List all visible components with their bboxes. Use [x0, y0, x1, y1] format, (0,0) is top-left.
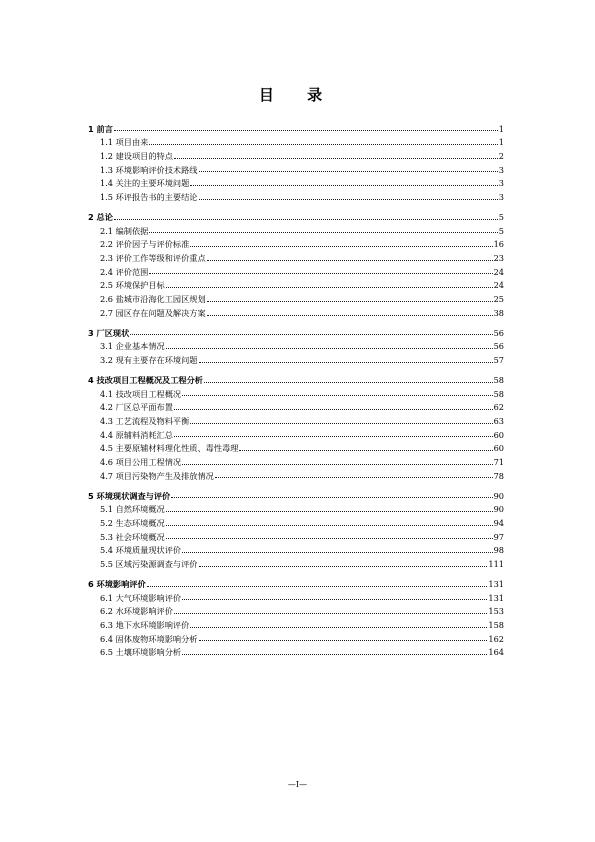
toc-entry-label: 5.3 社会环境概况	[100, 531, 165, 542]
toc-entry-label: 1.5 环评报告书的主要结论	[100, 192, 198, 203]
toc-entry-page-number: 5	[498, 225, 504, 236]
toc-entry-label: 6.2 水环境影响评价	[100, 606, 173, 617]
dot-leader	[149, 272, 492, 274]
toc-section-entry[interactable]	[88, 453, 504, 467]
toc-section-entry[interactable]	[88, 527, 504, 541]
toc-entry-label: 2.2 评价因子与评价标准	[100, 239, 190, 250]
toc-entry-page-number: 58	[493, 374, 504, 385]
dot-leader	[207, 259, 493, 261]
toc-entry-page-number: 1	[498, 137, 504, 148]
toc-section-entry[interactable]	[88, 541, 504, 555]
toc-entry-page-number: 16	[493, 239, 504, 250]
toc-entry-page-number: 131	[488, 592, 504, 603]
toc-entry-page-number: 23	[493, 253, 504, 264]
toc-entry-page-number: 98	[493, 545, 504, 556]
dot-leader	[147, 585, 488, 587]
toc-entry-page-number: 131	[488, 578, 504, 589]
toc-entry-label: 1 前言	[88, 123, 113, 134]
toc-entry-label: 6 环境影响评价	[88, 578, 146, 589]
toc-entry-label: 1.3 环境影响评价技术路线	[100, 164, 198, 175]
dot-leader	[114, 218, 498, 220]
dot-leader	[207, 314, 493, 316]
dot-leader	[215, 476, 493, 478]
toc-entry-label: 4.3 工艺流程及物料平衡	[100, 415, 190, 426]
toc-section-entry[interactable]	[88, 276, 504, 290]
dot-leader	[182, 394, 492, 396]
toc-entry-label: 1.2 建设项目的特点	[100, 151, 173, 162]
toc-entry-page-number: 63	[493, 415, 504, 426]
toc-section-entry[interactable]	[88, 643, 504, 657]
dot-leader	[190, 245, 492, 247]
toc-entry-label: 5 环境现状调查与评价	[88, 490, 171, 501]
toc-entry-label: 6.4 固体废物环境影响分析	[100, 633, 198, 644]
dot-leader	[171, 496, 492, 498]
dot-leader	[182, 598, 487, 600]
toc-entry-label: 5.1 自然环境概况	[100, 504, 165, 515]
toc-section-entry[interactable]	[88, 351, 504, 365]
dot-leader	[199, 639, 488, 641]
toc-entry-label: 4 技改项目工程概况及工程分析	[88, 374, 203, 385]
toc-entry-label: 5.4 环境质量现状评价	[100, 545, 182, 556]
toc-section-entry[interactable]	[88, 602, 504, 616]
toc-section-entry[interactable]	[88, 249, 504, 263]
toc-chapter-entry[interactable]	[88, 208, 504, 222]
toc-section-entry[interactable]	[88, 412, 504, 426]
toc-entry-page-number: 2	[498, 151, 504, 162]
dot-leader	[199, 361, 493, 363]
dot-leader	[149, 143, 497, 145]
toc-section-entry[interactable]	[88, 221, 504, 235]
dot-leader	[199, 565, 488, 567]
toc-chapter-entry[interactable]	[88, 574, 504, 588]
toc-entry-page-number: 38	[493, 307, 504, 318]
toc-entry-page-number: 62	[493, 402, 504, 413]
dot-leader	[174, 435, 493, 437]
toc-section-entry[interactable]	[88, 174, 504, 188]
toc-section-entry[interactable]	[88, 629, 504, 643]
toc-section-entry[interactable]	[88, 303, 504, 317]
dot-leader	[166, 347, 493, 349]
toc-entry-page-number: 90	[493, 490, 504, 501]
toc-entry-page-number: 56	[493, 327, 504, 338]
toc-entry-label: 2.3 评价工作等级和评价重点	[100, 253, 206, 264]
toc-entry-page-number: 24	[493, 280, 504, 291]
toc-section-entry[interactable]	[88, 337, 504, 351]
toc-entry-label: 3 厂区现状	[88, 327, 130, 338]
toc-section-entry[interactable]	[88, 425, 504, 439]
toc-entry-page-number: 3	[498, 192, 504, 203]
dot-leader	[166, 510, 493, 512]
toc-entry-page-number: 1	[498, 123, 504, 134]
toc-chapter-entry[interactable]	[88, 323, 504, 337]
dot-leader	[166, 524, 493, 526]
toc-entry-page-number: 56	[493, 341, 504, 352]
toc-entry-label: 4.1 技改项目工程概况	[100, 388, 182, 399]
toc-entry-page-number: 3	[498, 178, 504, 189]
toc-entry-label: 6.5 土壤环境影响分析	[100, 647, 182, 658]
toc-section-entry[interactable]	[88, 235, 504, 249]
toc-entry-page-number: 153	[488, 606, 504, 617]
toc-entry-page-number: 24	[493, 266, 504, 277]
page-number-footer: —I—	[287, 780, 308, 789]
toc-entry-page-number: 3	[498, 164, 504, 175]
toc-chapter-entry[interactable]	[88, 119, 504, 133]
dot-leader	[199, 170, 498, 172]
toc-entry-label: 4.2 厂区总平面布置	[100, 402, 173, 413]
toc-chapter-entry[interactable]	[88, 370, 504, 384]
toc-entry-label: 6.3 地下水环境影响评价	[100, 619, 190, 630]
dot-leader	[190, 184, 497, 186]
toc-entry-label: 3.2 现有主要存在环境问题	[100, 355, 198, 366]
toc-section-entry[interactable]	[88, 147, 504, 161]
toc-section-entry[interactable]	[88, 616, 504, 630]
dot-leader	[190, 422, 492, 424]
toc-entry-label: 4.5 主要原辅材料理化性质、毒性毒理	[100, 443, 239, 454]
toc-section-entry[interactable]	[88, 588, 504, 602]
toc-entry-page-number: 111	[488, 559, 504, 570]
toc-section-entry[interactable]	[88, 466, 504, 480]
toc-section-entry[interactable]	[88, 439, 504, 453]
toc-entry-label: 2.5 环境保护目标	[100, 280, 165, 291]
toc-entry-page-number: 78	[493, 470, 504, 481]
dot-leader	[130, 333, 492, 335]
toc-entry-label: 1.4 关注的主要环境问题	[100, 178, 190, 189]
dot-leader	[190, 626, 487, 628]
toc-entry-label: 2.7 园区存在问题及解决方案	[100, 307, 206, 318]
dot-leader	[166, 537, 493, 539]
toc-section-entry[interactable]	[88, 514, 504, 528]
toc-entry-page-number: 5	[498, 211, 504, 222]
dot-leader	[207, 300, 493, 302]
dot-leader	[182, 551, 492, 553]
toc-section-entry[interactable]	[88, 133, 504, 147]
dot-leader	[182, 653, 487, 655]
toc-entry-label: 4.4 原辅料消耗汇总	[100, 429, 173, 440]
toc-section-entry[interactable]	[88, 188, 504, 202]
toc-section-entry[interactable]	[88, 500, 504, 514]
toc-entry-page-number: 57	[493, 355, 504, 366]
toc-entry-page-number: 97	[493, 531, 504, 542]
dot-leader	[174, 157, 498, 159]
dot-leader	[199, 198, 498, 200]
toc-entry-label: 4.7 项目污染物产生及排放情况	[100, 470, 214, 481]
toc-entry-page-number: 58	[493, 388, 504, 399]
toc-entry-label: 2.6 盐城市沿海化工园区规划	[100, 294, 206, 305]
toc-entry-page-number: 162	[488, 633, 504, 644]
toc-entry-label: 2 总论	[88, 211, 113, 222]
toc-entry-label: 1.1 项目由来	[100, 137, 149, 148]
dot-leader	[204, 381, 493, 383]
toc-entry-label: 3.1 企业基本情况	[100, 341, 165, 352]
toc-section-entry[interactable]	[88, 384, 504, 398]
toc-entry-page-number: 158	[488, 619, 504, 630]
table-of-contents	[88, 113, 504, 657]
toc-entry-page-number: 60	[493, 443, 504, 454]
dot-leader	[114, 129, 498, 131]
toc-chapter-entry[interactable]	[88, 486, 504, 500]
toc-entry-label: 2.1 编制依据	[100, 225, 149, 236]
toc-entry-page-number: 71	[493, 457, 504, 468]
toc-entry-label: 2.4 评价范围	[100, 266, 149, 277]
toc-entry-page-number: 94	[493, 517, 504, 528]
toc-section-entry[interactable]	[88, 160, 504, 174]
toc-entry-page-number: 60	[493, 429, 504, 440]
toc-entry-page-number: 90	[493, 504, 504, 515]
dot-leader	[149, 231, 497, 233]
dot-leader	[166, 286, 493, 288]
toc-entry-page-number: 164	[488, 647, 504, 658]
toc-section-entry[interactable]	[88, 262, 504, 276]
toc-section-entry[interactable]	[88, 290, 504, 304]
dot-leader	[239, 449, 492, 451]
toc-entry-label: 6.1 大气环境影响评价	[100, 592, 182, 603]
dot-leader	[182, 463, 492, 465]
toc-section-entry[interactable]	[88, 555, 504, 569]
toc-section-entry[interactable]	[88, 398, 504, 412]
toc-entry-label: 5.2 生态环境概况	[100, 517, 165, 528]
toc-entry-label: 4.6 项目公用工程情况	[100, 457, 182, 468]
page-title: 目 录	[258, 86, 337, 104]
toc-entry-label: 5.5 区域污染源调查与评价	[100, 559, 198, 570]
toc-entry-page-number: 25	[493, 294, 504, 305]
dot-leader	[174, 408, 493, 410]
dot-leader	[174, 612, 487, 614]
